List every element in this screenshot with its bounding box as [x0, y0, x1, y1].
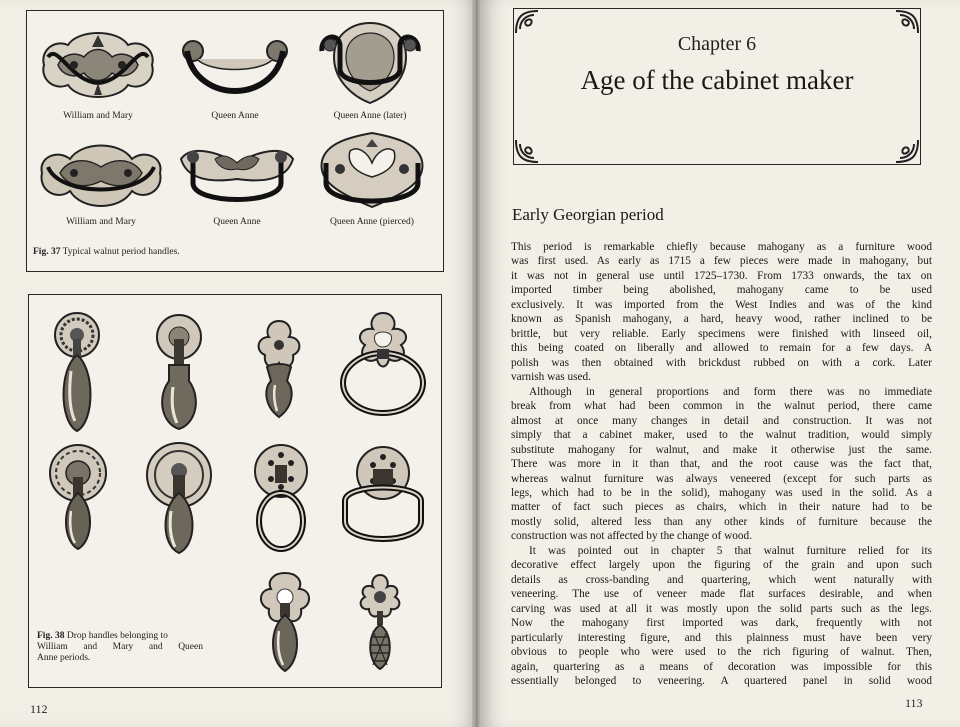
rosette-drop-handle-icon — [43, 441, 113, 559]
figure-38 — [28, 294, 442, 688]
disc-drop-handle-icon — [147, 311, 211, 435]
corner-ornament-icon — [512, 136, 542, 166]
body-line: details as cross-banding and quartering, which went naturally with — [511, 573, 932, 586]
body-line: Now the mahogany first imported was dark, frequently with not — [511, 617, 932, 630]
body-line: again, quartering as a means of decoration was impossible for this — [511, 660, 932, 673]
body-line: mostly solid, altered less than any other kinds of furniture because the — [511, 515, 932, 528]
handle-label: Queen Anne — [213, 217, 261, 227]
page-number-left: 112 — [30, 702, 48, 716]
body-line: matter of fact such pieces as chairs, which in their nature had to be — [511, 501, 932, 514]
body-line: varnish was used. — [511, 371, 592, 384]
ornate-plate-handle-icon — [34, 139, 168, 215]
body-line: known as Spanish mahogany, a hard, heavy wood, rather inclined to be — [511, 313, 932, 326]
bail-handle-icon — [175, 29, 295, 109]
handle-queen-anne-2 — [175, 139, 299, 227]
handle-queen-anne-later — [307, 17, 433, 121]
body-line: carving was used at all it was mostly upon the solid parts such as the legs. — [511, 602, 932, 615]
body-line: legs, which had to be in the solid), mahogany was used in the solid. As a — [511, 486, 932, 499]
round-backplate-drop-handle-icon — [141, 441, 217, 561]
body-line: construction was not affected by the change of wood. — [511, 530, 753, 543]
body-line: veneering. The use of veneer made flat surfaces desirable, and when — [511, 588, 932, 601]
flower-plate-drop-handle-icon — [249, 315, 309, 425]
left-page — [0, 0, 478, 727]
body-line: substitute mahogany for walnut, and make it otherwise just the same. — [511, 443, 932, 456]
body-line: There was more in it than that, and the root cause was the fact that, — [511, 458, 932, 471]
handle-william-and-mary-2 — [33, 139, 169, 227]
body-line: almost at once many changes in detail and construction. It was not — [511, 414, 932, 427]
figure-38-caption-line-1 — [37, 631, 217, 642]
handle-label: Queen Anne (pierced) — [330, 217, 414, 227]
body-line: brittle, but very reliable. Early specimens were finished with linseed oil, — [511, 327, 932, 340]
figure-38-label: Fig. 38 — [37, 631, 65, 641]
figure-38-caption-line-3: Anne periods. — [37, 653, 91, 663]
body-line: polish was then obtained with brickdust rubbed on with a cork. Later — [511, 356, 932, 369]
body-line: decorative effect largely upon the figuring of the grain and upon such — [511, 559, 932, 572]
body-line: exclusively. It was imported from the West Indies and was of the kind — [511, 298, 932, 311]
corner-ornament-icon — [892, 136, 922, 166]
chapter-title: Age of the cabinet maker — [580, 65, 854, 95]
shield-plate-handle-icon — [310, 17, 430, 109]
figure-37-label: Fig. 37 — [33, 247, 61, 257]
body-line: essentially belonged to veneering. A quartered panel in solid wood — [511, 675, 932, 688]
figure-38-caption-line-2: William and Mary and Queen — [37, 642, 203, 652]
chapter-number: Chapter 6 — [677, 33, 757, 55]
flower-pineapple-drop-handle-icon — [349, 571, 411, 675]
body-line: This period is remarkable chiefly because mahogany as a furniture wood — [511, 241, 932, 253]
body-line: obvious to people who were used to the rich figuring of walnut. Then, — [511, 646, 932, 659]
body-line: was first used. As early as 1715 a few pieces were made in mahogany, but — [511, 255, 932, 268]
figure-37-caption-text: Typical walnut period handles. — [62, 247, 180, 257]
body-text — [511, 240, 932, 689]
handle-label: Queen Anne (later) — [333, 111, 407, 121]
pierced-disc-bail-handle-icon — [333, 443, 433, 553]
section-title: Early Georgian period — [512, 205, 664, 224]
handle-queen-anne-1 — [175, 29, 295, 121]
rope-twist-drop-handle-icon — [45, 309, 109, 439]
body-line: Although in general proportions and form there was no immediate — [529, 385, 932, 398]
pierced-plate-handle-icon — [310, 129, 434, 215]
figure-37 — [26, 10, 444, 272]
body-line: It was pointed out in chapter 5 that walnut furniture relied for its — [529, 544, 932, 557]
body-line: particularly interesting figure, and this plainness must have been very — [511, 631, 932, 644]
handle-queen-anne-pierced — [307, 129, 437, 227]
body-line: this being coated on liberally and allowed to remain for a few days. A — [511, 342, 932, 355]
page-number-right: 113 — [905, 696, 923, 710]
scroll-plate-drop-handle-icon — [253, 569, 317, 677]
bat-wing-handle-icon — [175, 139, 299, 215]
figure-38-caption — [37, 631, 217, 664]
handle-william-and-mary-1 — [33, 21, 163, 121]
flower-plate-ring-handle-icon — [335, 309, 431, 419]
ornate-plate-handle-icon — [34, 21, 162, 109]
body-line: imported timber being abolished, mahogany came to be used — [511, 284, 932, 297]
handle-label: William and Mary — [66, 217, 136, 227]
handle-label: William and Mary — [63, 111, 133, 121]
body-line: break from what had been common in the walnut period, there came — [511, 400, 932, 413]
handle-label: Queen Anne — [211, 111, 259, 121]
figure-37-caption — [33, 247, 180, 258]
chapter-heading-box — [513, 8, 921, 165]
body-line: it was not in general use until 1725–1730. From 1733 onwards, the tax on — [511, 269, 932, 282]
pierced-disc-ring-handle-icon — [249, 441, 313, 557]
body-line: whereas walnut furniture was always veneered (except for such parts as — [511, 472, 932, 485]
body-line: simply that a cabinet maker, used to the walnut tradition, would simply — [511, 429, 932, 442]
figure-38-caption-text: Drop handles belonging to — [66, 631, 168, 641]
